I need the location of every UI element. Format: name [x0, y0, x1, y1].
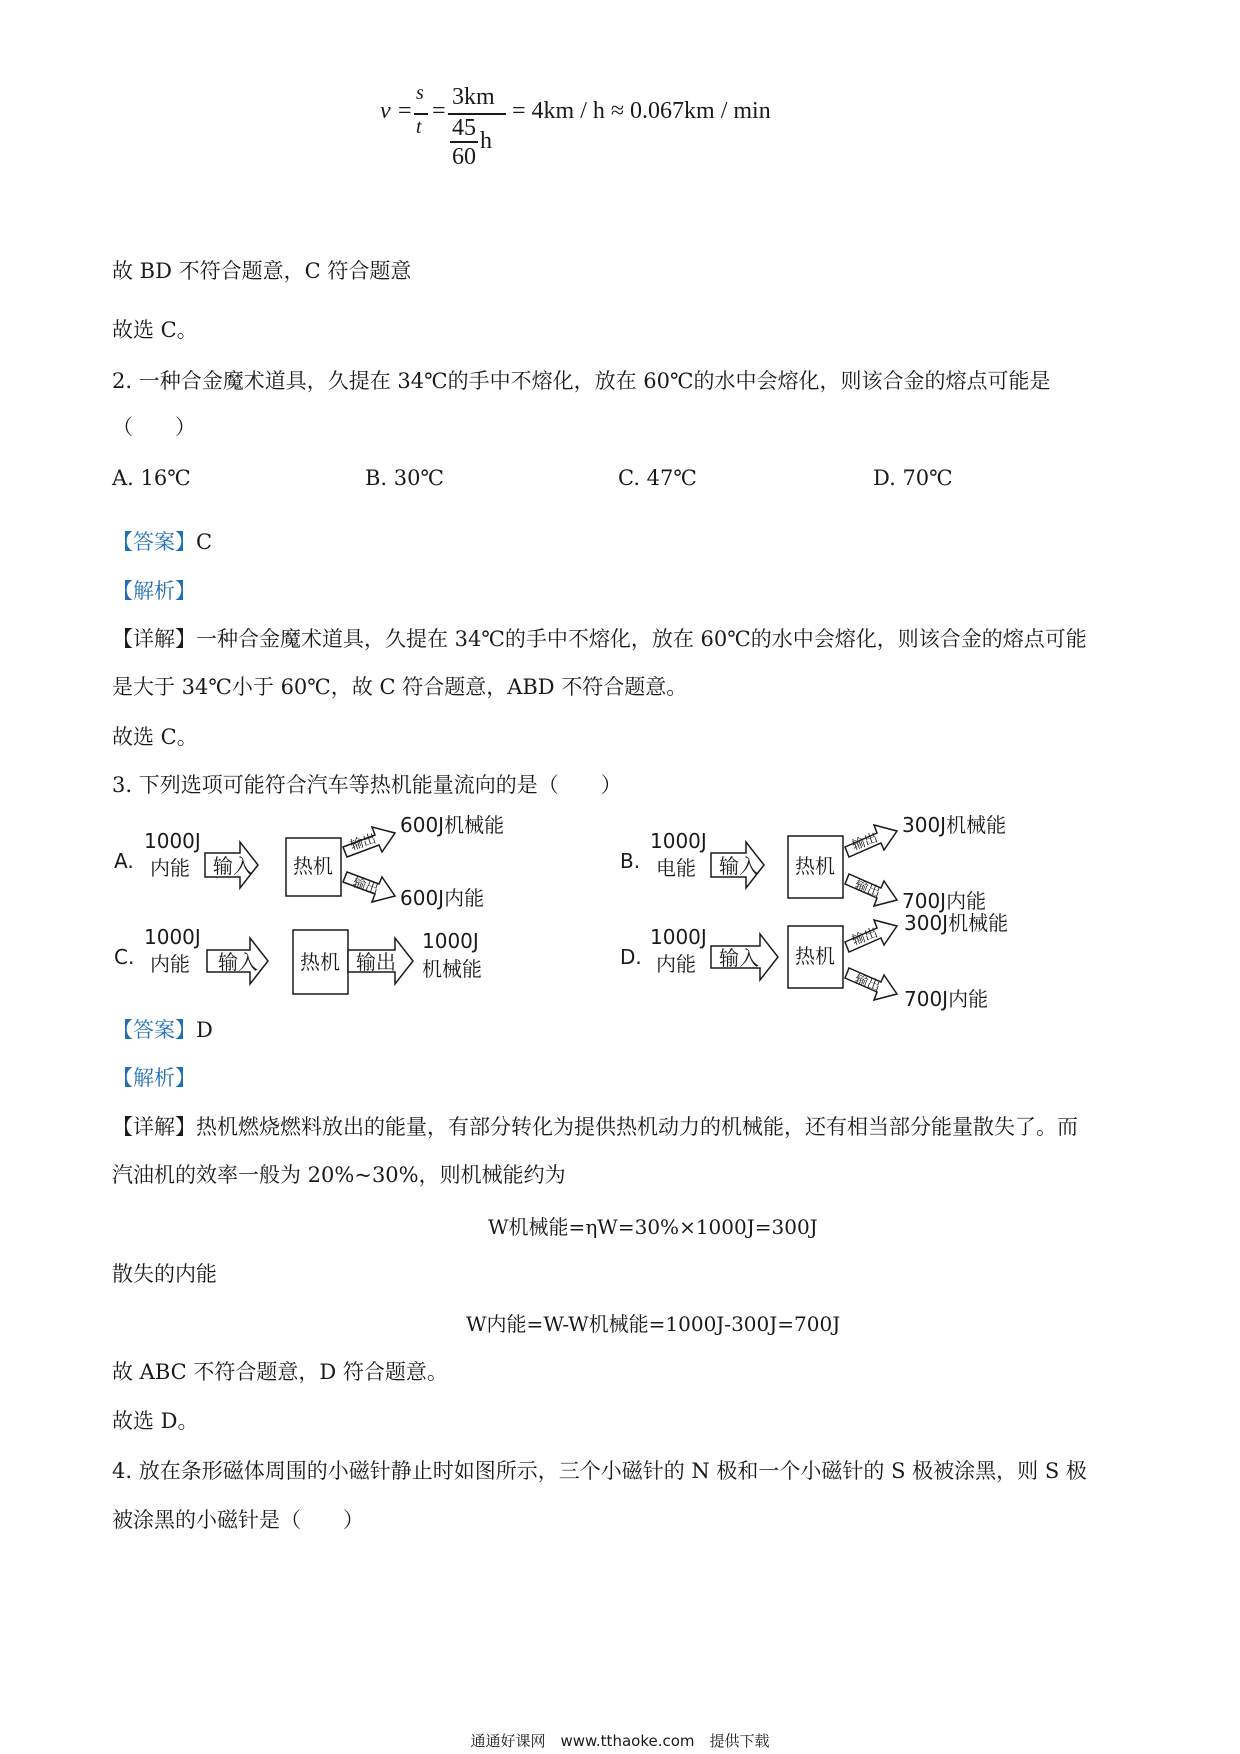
detail-3-line-3: 故 ABC 不符合题意，D 符合题意。	[112, 1360, 448, 1384]
detail-3-tag: 【详解】	[112, 1115, 196, 1139]
diagram-a-input-type: 内能	[150, 856, 190, 880]
diagram-b-output-1: 300J机械能	[902, 813, 1007, 837]
answer-tag: 【答案】	[112, 530, 196, 554]
answer-2	[112, 527, 212, 557]
detail-3-line-1	[112, 1112, 1078, 1142]
answer-3	[112, 1015, 213, 1045]
formula-eq2: =	[432, 98, 446, 124]
formula-rest: = 4km / h ≈ 0.067km / min	[512, 98, 771, 124]
detail-2-line-2: 是大于 34℃小于 60℃，故 C 符合题意，ABD 不符合题意。	[112, 675, 688, 699]
answer-3-value: D	[196, 1018, 213, 1042]
question-2-paren: （ ）	[112, 415, 196, 439]
diagram-c-label: C.	[114, 945, 135, 969]
q2-option-c: C. 47℃	[618, 466, 697, 490]
diagram-a-output-1: 600J机械能	[400, 813, 505, 837]
diagram-d-input-amount: 1000J	[650, 925, 707, 949]
diagram-d-input-label: 输入	[719, 946, 759, 970]
diagram-b-output-2: 700J内能	[902, 889, 987, 913]
question-3-text: 3. 下列选项可能符合汽车等热机能量流向的是（ ）	[112, 773, 622, 797]
formula-num: 3km	[452, 84, 495, 110]
answer-value: C	[196, 530, 213, 554]
diagram-c-output-label: 输出	[356, 950, 396, 974]
q2-option-a: A. 16℃	[112, 466, 191, 490]
diagram-b-engine-label: 热机	[795, 854, 835, 878]
diagram-a-input-amount: 1000J	[144, 829, 201, 853]
diagram-d-output-2: 700J内能	[904, 987, 989, 1011]
formula-t: t	[416, 116, 422, 138]
lost-internal-energy-label: 散失的内能	[112, 1262, 217, 1286]
detail-tag: 【详解】	[112, 627, 196, 651]
diagram-d-engine-label: 热机	[795, 944, 835, 968]
diagram-b-input-label: 输入	[719, 854, 759, 878]
diagram-d	[620, 911, 1008, 1011]
q2-option-b: B. 30℃	[365, 466, 444, 490]
diagram-c-input-amount: 1000J	[144, 925, 201, 949]
diagram-d-output-label-top: 输出	[850, 925, 880, 949]
diagram-d-input-type: 内能	[656, 952, 696, 976]
detail-2-text: 一种合金魔术道具，久提在 34℃的手中不熔化，放在 60℃的水中会熔化，则该合金的熔点可能	[196, 627, 1087, 651]
diagram-c	[114, 925, 482, 994]
diagram-b-input-amount: 1000J	[650, 829, 707, 853]
formula-den-den: 60	[452, 144, 476, 170]
question-4-line-2: 被涂黑的小磁针是（ ）	[112, 1508, 364, 1532]
diagram-d-output-1: 300J机械能	[904, 911, 1009, 935]
diagram-c-input-type: 内能	[150, 952, 190, 976]
energy-flow-diagrams	[100, 800, 1100, 1015]
diagram-a-output-label-top: 输出	[348, 831, 378, 854]
diagram-a	[114, 813, 504, 910]
diagram-a-engine-label: 热机	[293, 854, 333, 878]
diagram-c-output-amount: 1000J	[422, 929, 479, 953]
detail-3-line-2: 汽油机的效率一般为 20%~30%，则机械能约为	[112, 1163, 566, 1187]
diagram-d-label: D.	[620, 945, 642, 969]
equation-internal-energy: W内能=W-W机械能=1000J-300J=700J	[466, 1312, 841, 1336]
analysis-tag-2: 【解析】	[112, 579, 196, 603]
answer-3-tag: 【答案】	[112, 1018, 196, 1042]
diagram-b-label: B.	[620, 849, 641, 873]
diagram-b	[620, 813, 1006, 913]
detail-3-line-4: 故选 D。	[112, 1409, 199, 1433]
diagram-b-output-label-bottom: 输出	[852, 877, 883, 901]
detail-2-line-3: 故选 C。	[112, 725, 198, 749]
question-4-line-1: 4. 放在条形磁体周围的小磁针静止时如图所示，三个小磁针的 N 极和一个小磁针的 S 极被涂黑，则 S 极	[112, 1459, 1087, 1483]
diagram-d-output-label-bottom: 输出	[852, 971, 883, 995]
diagram-a-output-label-bottom: 输出	[350, 875, 381, 898]
velocity-formula	[380, 82, 800, 178]
diagram-b-input-type: 电能	[656, 856, 696, 880]
formula-den-num: 45	[452, 115, 476, 141]
diagram-c-output-type: 机械能	[422, 957, 482, 981]
equation-mechanical-energy: W机械能=ηW=30%×1000J=300J	[488, 1215, 818, 1239]
formula-eq: =	[398, 98, 412, 124]
line-bd: 故 BD 不符合题意，C 符合题意	[112, 259, 412, 283]
question-2-text: 2. 一种合金魔术道具，久提在 34℃的手中不熔化，放在 60℃的水中会熔化，则该合金的熔点可能是	[112, 369, 1051, 393]
formula-v: v	[380, 98, 391, 124]
diagram-b-output-label-top: 输出	[850, 830, 880, 854]
diagram-a-label: A.	[114, 849, 134, 873]
analysis-tag-3: 【解析】	[112, 1066, 196, 1090]
detail-2-line-1	[112, 624, 1087, 654]
formula-s: s	[416, 82, 424, 104]
diagram-a-input-label: 输入	[213, 854, 253, 878]
detail-3-text: 热机燃烧燃料放出的能量，有部分转化为提供热机动力的机械能，还有相当部分能量散失了。而	[196, 1115, 1078, 1139]
diagram-a-output-2: 600J内能	[400, 886, 485, 910]
q2-option-d: D. 70℃	[873, 466, 953, 490]
formula-h: h	[480, 128, 492, 154]
page-footer: 通通好课网 www.tthaoke.com 提供下载	[470, 1732, 770, 1750]
diagram-c-input-label: 输入	[218, 950, 258, 974]
line-choose-c: 故选 C。	[112, 318, 198, 342]
diagram-c-engine-label: 热机	[300, 950, 340, 974]
